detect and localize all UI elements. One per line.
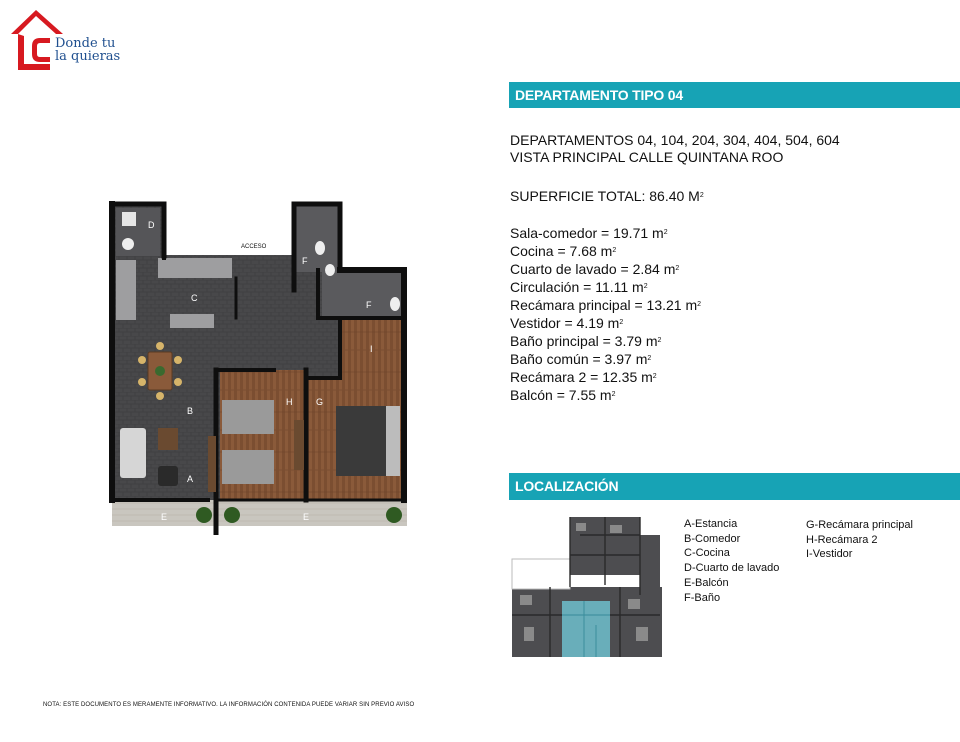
brand-line-2: la quieras xyxy=(55,49,121,64)
plan-label-g: G xyxy=(316,397,324,407)
area-item: Baño principal = 3.79 $m^2$ xyxy=(510,333,662,349)
location-header: LOCALIZACIÓN xyxy=(509,473,960,500)
location-map xyxy=(510,515,665,660)
apartment-type-header: DEPARTAMENTO TIPO 04 xyxy=(509,82,960,108)
legend-item: H-Recámara 2 xyxy=(806,533,878,546)
area-item: Vestidor = 4.19 $m^2$ xyxy=(510,315,624,331)
legend-item: C-Cocina xyxy=(684,547,730,560)
plan-label-e2: E xyxy=(303,512,310,522)
plan-label-i: I xyxy=(370,344,373,354)
floor-plan xyxy=(108,200,413,535)
brand-line-1: Donde tu xyxy=(55,36,116,51)
legend-right xyxy=(806,518,913,562)
brand-name xyxy=(55,37,120,63)
plan-label-b: B xyxy=(187,406,194,416)
disclaimer-note: NOTA: ESTE DOCUMENTO ES MERAMENTE INFORMATIVO. LA INFORMACIÓN CONTENIDA PUEDE VARIAR SIN PREVIO AVISO xyxy=(43,702,415,708)
apartment-units: DEPARTAMENTOS 04, 104, 204, 304, 404, 504, 604 xyxy=(510,132,840,148)
legend-item: E-Balcón xyxy=(684,576,729,589)
total-area: SUPERFICIE TOTAL: 86.40 $M^2$ xyxy=(510,188,704,204)
areas-list xyxy=(510,224,701,404)
area-item: Balcón = 7.55 $m^2$ xyxy=(510,387,616,403)
plan-label-e1: E xyxy=(161,512,168,522)
legend-item: A-Estancia xyxy=(684,518,738,530)
plan-label-acceso: ACCESO xyxy=(241,244,267,250)
legend-item: B-Comedor xyxy=(684,532,741,545)
apartment-info xyxy=(510,132,840,166)
brand-logo xyxy=(8,8,138,72)
plan-label-f1: F xyxy=(302,256,308,266)
legend-item: G-Recámara principal xyxy=(806,519,913,531)
plan-label-d: D xyxy=(148,220,155,230)
legend-left xyxy=(684,517,779,605)
area-item: Baño común = 3.97 $m^2$ xyxy=(510,351,652,367)
legend-item: I-Vestidor xyxy=(806,548,853,561)
plan-label-f2: F xyxy=(366,300,372,310)
highlighted-unit xyxy=(562,601,610,657)
plan-label-h: H xyxy=(286,397,293,407)
area-item: Circulación = 11.11 $m^2$ xyxy=(510,279,648,295)
apartment-view: VISTA PRINCIPAL CALLE QUINTANA ROO xyxy=(510,149,784,165)
area-item: Recámara principal = 13.21 $m^2$ xyxy=(510,297,702,313)
area-item: Recámara 2 = 12.35 $m^2$ xyxy=(510,369,657,385)
area-item: Sala-comedor = 19.71 $m^2$ xyxy=(510,225,668,241)
plan-label-c: C xyxy=(191,293,198,303)
plan-label-a: A xyxy=(187,474,194,484)
area-item: Cocina = 7.68 $m^2$ xyxy=(510,243,617,259)
legend-item: D-Cuarto de lavado xyxy=(684,562,780,575)
legend-item: F-Baño xyxy=(684,591,721,604)
area-item: Cuarto de lavado = 2.84 $m^2$ xyxy=(510,261,680,277)
